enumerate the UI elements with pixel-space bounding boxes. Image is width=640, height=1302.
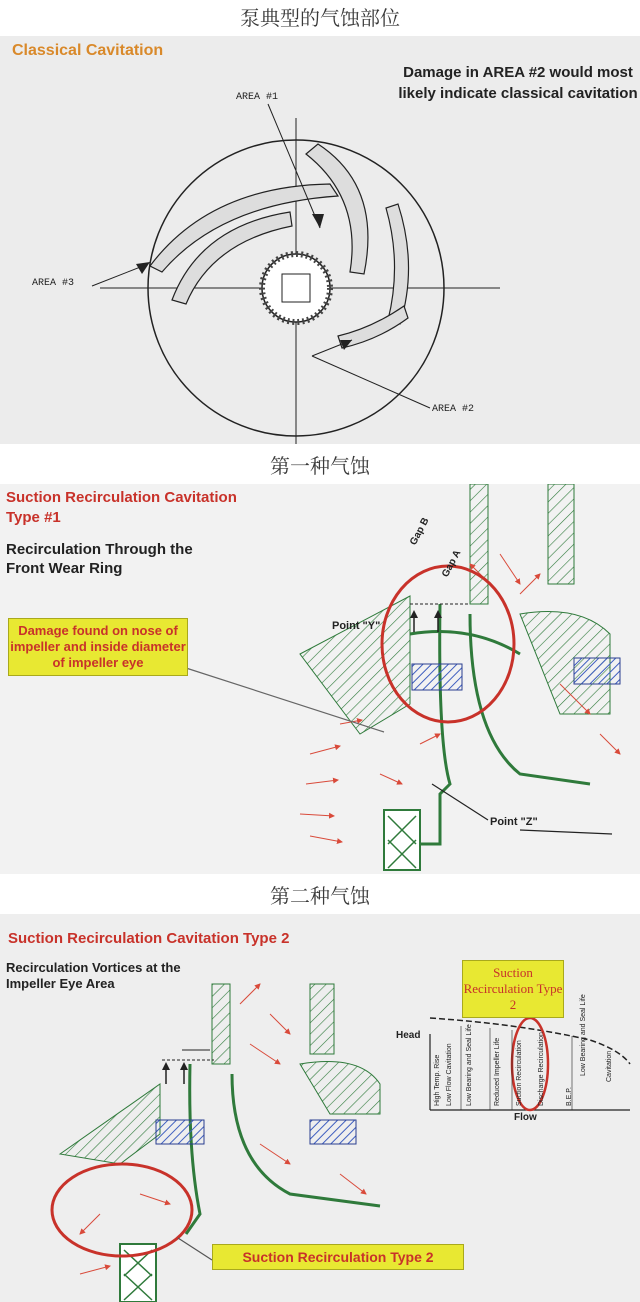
- panel2-subtitle-line2: Front Wear Ring: [6, 560, 123, 577]
- chart-region-7: B.E.P.: [566, 1087, 573, 1106]
- panel2-subtitle-line1: Recirculation Through the: [6, 541, 193, 558]
- chart-region-8: Low Bearing and Seal Life: [580, 994, 587, 1076]
- panel3-subtitle-line1: Recirculation Vortices at the: [6, 960, 181, 975]
- damage-callout: Damage found on nose of impeller and inside diameter of impeller eye: [8, 618, 188, 676]
- area3-label: AREA #3: [32, 278, 75, 289]
- chart-region-5: Suction Recirculation: [516, 1040, 523, 1106]
- chart-region-2: Low Flow Cavitation: [446, 1043, 453, 1106]
- panel1-note: Damage in AREA #2 would most likely indicate classical cavitation: [398, 64, 638, 102]
- area2-label: AREA #2: [432, 404, 475, 415]
- area1-label: AREA #1: [236, 92, 279, 103]
- type2-bottom-label: Suction Recirculation Type 2: [212, 1244, 464, 1270]
- vane-3: [306, 144, 368, 274]
- performance-chart: [430, 1018, 630, 1110]
- panel-recirculation-type1: [0, 484, 640, 874]
- area1-leader: [268, 104, 320, 228]
- chart-region-4: Reduced Impeller Life: [494, 1037, 501, 1106]
- chart-region-9: Cavitation: [606, 1050, 613, 1082]
- caption-classical: 泵典型的气蚀部位: [240, 6, 400, 30]
- point-y-label: Point "Y": [332, 620, 381, 632]
- caption-type2: 第二种气蚀: [270, 884, 370, 908]
- panel-recirculation-type2: [0, 914, 640, 1302]
- chart-region-6: Discharge Recirculation: [538, 1032, 545, 1106]
- panel2-subtitle: [6, 540, 193, 578]
- chart-y-label: Head: [396, 1030, 421, 1041]
- panel3-title: Suction Recirculation Cavitation Type 2: [8, 930, 290, 947]
- panel2-title-line2: Type #1: [6, 509, 61, 526]
- chart-region-1: High Temp. Rise: [434, 1054, 441, 1106]
- chart-x-label: Flow: [514, 1112, 537, 1123]
- panel2-title-line1: Suction Recirculation Cavitation: [6, 489, 237, 506]
- caption-type1: 第一种气蚀: [270, 454, 370, 478]
- chart-region-3: Low Bearing and Seal Life: [466, 1024, 473, 1106]
- point-z-label: Point "Z": [490, 816, 538, 828]
- gap-b-label: Gap B: [408, 515, 432, 548]
- panel-classical-cavitation: [0, 36, 640, 444]
- panel1-title: Classical Cavitation: [12, 42, 164, 59]
- hub-keyway: [282, 274, 310, 302]
- gap-a-label: Gap A: [440, 548, 464, 580]
- area2-leader: [312, 356, 430, 408]
- vane-4: [386, 204, 409, 324]
- panel3-subtitle: [6, 960, 181, 992]
- type2-box: Suction Recirculation Type 2: [462, 960, 564, 1018]
- panel3-subtitle-line2: Impeller Eye Area: [6, 976, 115, 991]
- panel2-title: [6, 488, 237, 528]
- vortex-circle: [52, 1164, 192, 1256]
